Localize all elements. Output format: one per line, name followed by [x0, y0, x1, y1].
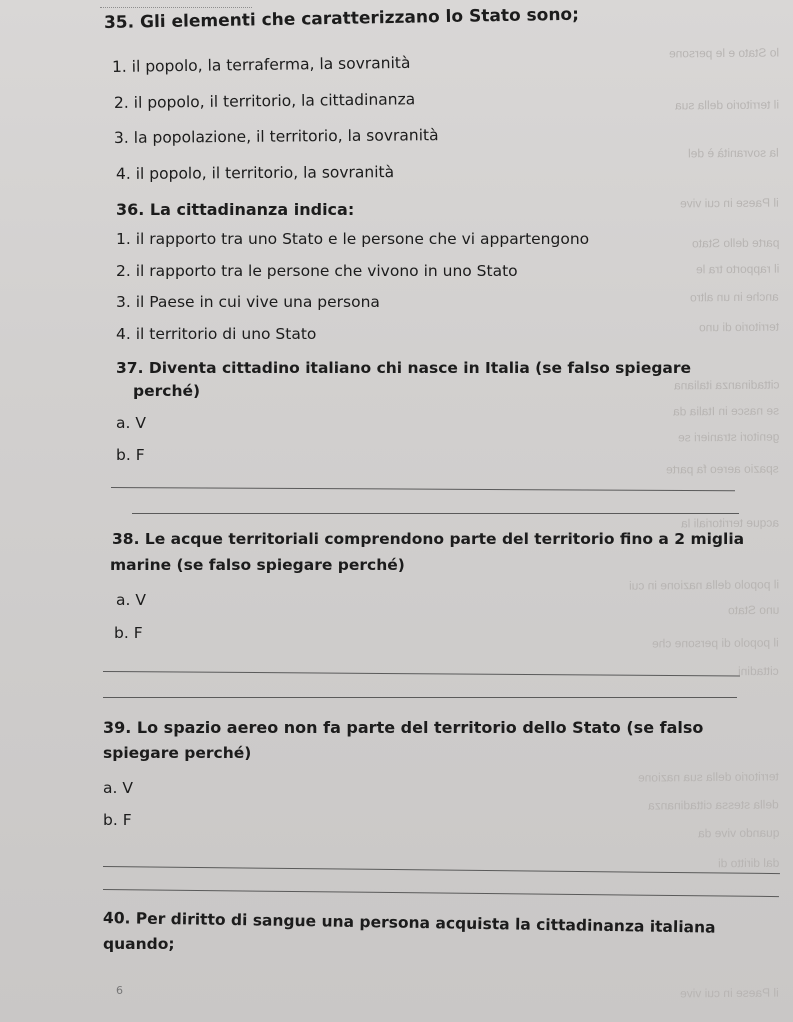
stray-pencil-mark: 6	[116, 984, 123, 997]
question-40-title-line-1: 40. Per diritto di sangue una persona acquista la cittadinanza italiana	[102, 909, 716, 937]
question-36-option-3: 3. il Paese in cui vive una persona	[116, 293, 380, 311]
question-35-option-2: 2. il popolo, il territorio, la cittadinanza	[113, 90, 416, 112]
question-36-option-4: 4. il territorio di uno Stato	[116, 325, 317, 343]
question-36-option-1: 1. il rapporto tra uno Stato e le persone che vi appartengono	[116, 230, 590, 248]
question-37-title-line-1: 37. Diventa cittadino italiano chi nasce in Italia (se falso spiegare	[116, 359, 692, 377]
question-40-title-line-2: quando;	[103, 935, 175, 953]
question-37-option-false: b. F	[116, 446, 145, 464]
question-35-title: 35. Gli elementi che caratterizzano lo Stato sono;	[103, 4, 580, 33]
question-39-answer-line-2	[103, 889, 779, 897]
question-36-title: 36. La cittadinanza indica:	[116, 200, 355, 219]
question-39-option-false: b. F	[103, 811, 132, 829]
question-39-title-line-1: 39. Lo spazio aereo non fa parte del territorio dello Stato (se falso	[103, 718, 704, 737]
question-36-option-2: 2. il rapporto tra le persone che vivono in uno Stato	[116, 262, 518, 280]
question-38-option-true: a. V	[116, 591, 146, 609]
question-37-title-line-2: perché)	[133, 382, 201, 400]
torn-edge-dots	[100, 7, 252, 8]
question-39-answer-line-1	[103, 866, 780, 874]
question-38-title-line-1: 38. Le acque territoriali comprendono parte del territorio fino a 2 miglia	[112, 530, 745, 548]
question-38-answer-line-1	[103, 671, 740, 677]
question-35-option-1: 1. il popolo, la terraferma, la sovranità	[111, 53, 411, 76]
question-37-answer-line-1	[111, 487, 735, 492]
question-39-option-true: a. V	[103, 779, 133, 797]
question-37-option-true: a. V	[116, 414, 146, 432]
question-35-option-3: 3. la popolazione, il territorio, la sovranità	[113, 126, 439, 147]
question-38-title-line-2: marine (se falso spiegare perché)	[110, 556, 405, 574]
question-35-option-4: 4. il popolo, il territorio, la sovranità	[115, 163, 395, 183]
question-38-option-false: b. F	[114, 624, 143, 642]
question-39-title-line-2: spiegare perché)	[103, 744, 252, 762]
question-38-answer-line-2	[103, 697, 737, 698]
question-37-answer-line-2	[132, 513, 739, 514]
